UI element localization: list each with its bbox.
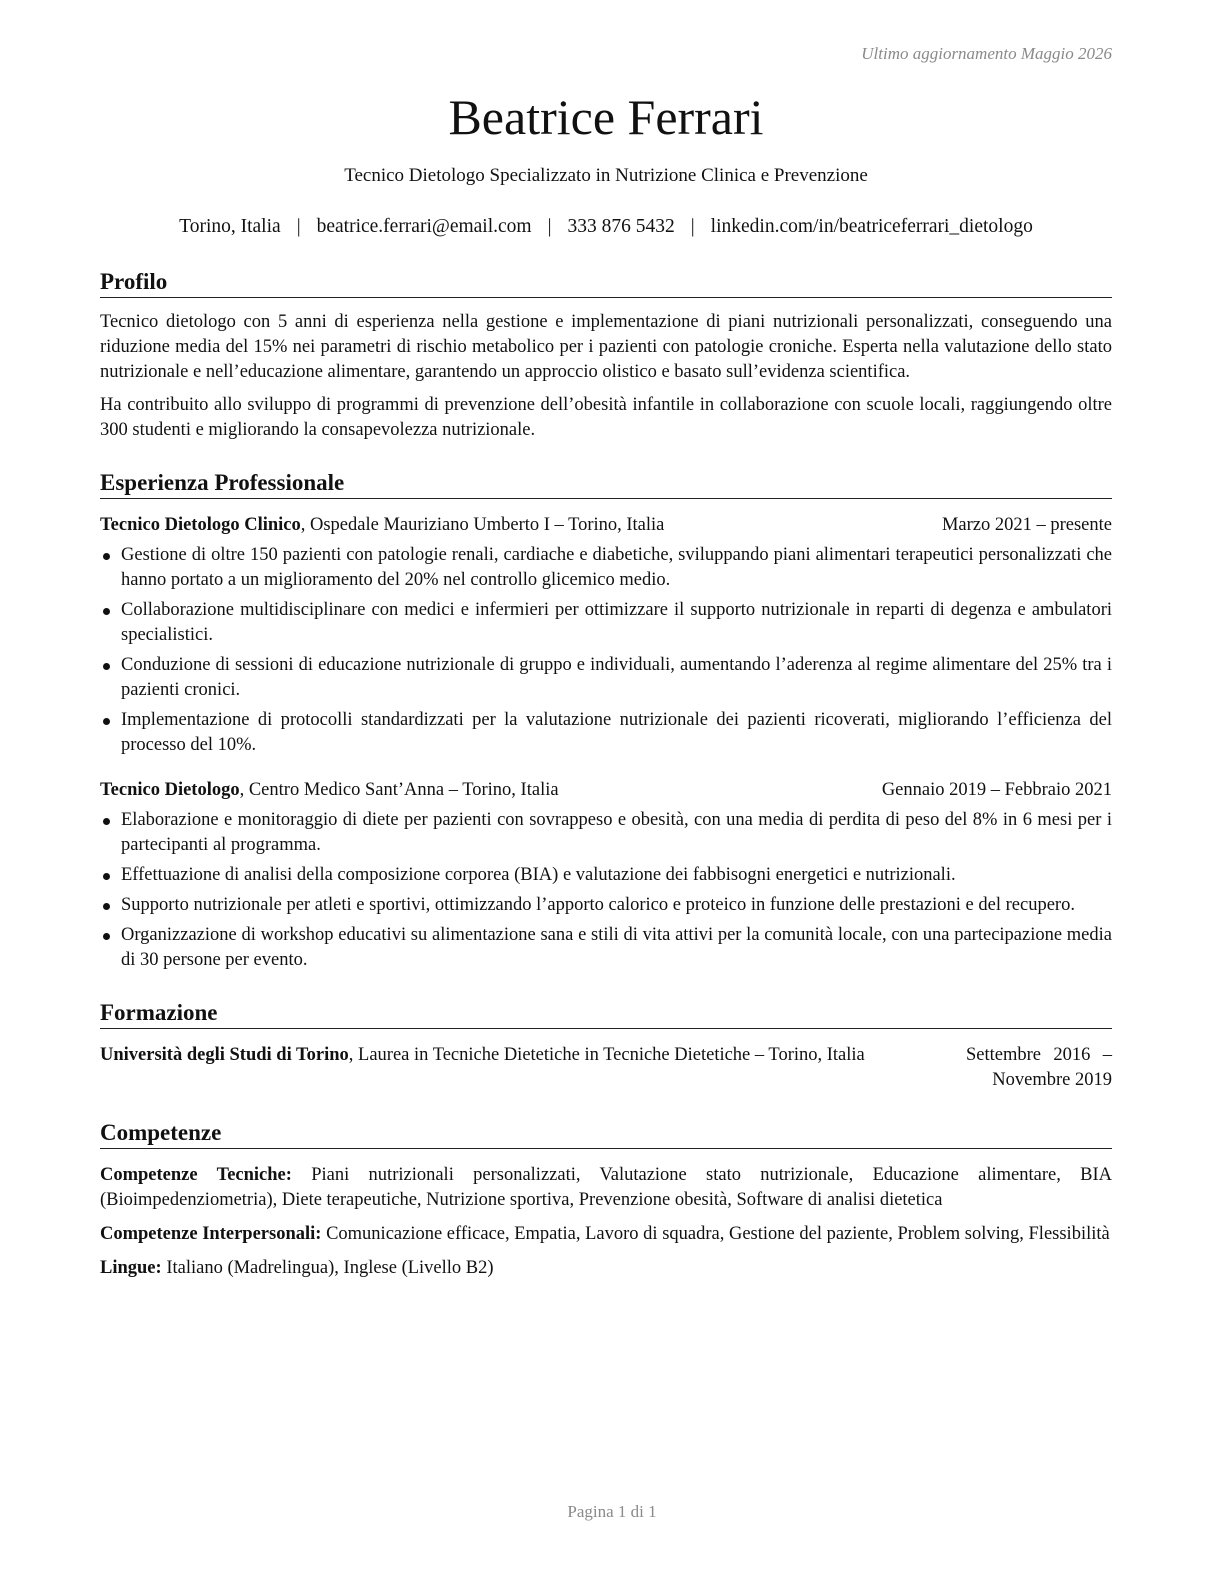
list-item — [100, 863, 1112, 888]
bullet-text: Elaborazione e monitoraggio di diete per pazienti con sovrappeso e obesità, con una media di perdita di peso del 8% in 6 mesi per i partecipanti al programma. — [121, 810, 1112, 855]
resume-page — [100, 84, 1112, 1281]
skill-value: Italiano (Madrelingua), Inglese (Livello B2) — [161, 1258, 494, 1278]
page-number: Pagina 1 di 1 — [567, 1502, 657, 1521]
candidate-name: Beatrice Ferrari — [448, 89, 764, 145]
skill-label: Lingue: — [100, 1258, 162, 1278]
bullet-text: Supporto nutrizionale per atleti e sportivi, ottimizzando l’apporto calorico e proteico in funzione delle prestazioni e del recupero. — [121, 895, 1075, 915]
job-header — [100, 513, 1112, 537]
bullet-text: Conduzione di sessioni di educazione nutrizionale di gruppo e individuali, aumentando l’aderenza al regime alimentare del 25% tra i pazienti cronici. — [121, 655, 1112, 700]
skill-line-languages — [100, 1256, 1112, 1281]
bullet-icon — [103, 608, 110, 615]
job-employer: , Ospedale Mauriziano Umberto I – Torino, Italia — [300, 515, 665, 535]
list-item — [100, 923, 1112, 973]
contact-linkedin[interactable]: linkedin.com/in/beatriceferrari_dietologo — [710, 216, 1033, 237]
job-dates: Marzo 2021 – presente — [941, 515, 1112, 535]
job-role: Tecnico Dietologo — [100, 780, 240, 800]
bullet-icon — [103, 818, 110, 825]
contact-line — [100, 215, 1112, 239]
bullet-icon — [103, 553, 110, 560]
job-subtitle: Tecnico Dietologo Specializzato in Nutrizione Clinica e Prevenzione — [344, 165, 868, 186]
bullet-icon — [103, 933, 110, 940]
bullet-text: Collaborazione multidisciplinare con medici e infermieri per ottimizzare il supporto nutrizionale in reparti di degenza e ambulatori specialistici. — [121, 600, 1112, 645]
list-item — [100, 653, 1112, 703]
section-title-profile: Profilo — [100, 268, 1112, 298]
list-item — [100, 893, 1112, 918]
job-entry — [100, 513, 1112, 758]
job-role: Tecnico Dietologo Clinico — [100, 515, 301, 535]
list-item — [100, 708, 1112, 758]
education-entry — [100, 1043, 1112, 1093]
profile-paragraph: Tecnico dietologo con 5 anni di esperienza nella gestione e implementazione di piani nutrizionali personalizzati, conseguendo una riduzione media del 15% nei parametri di rischio metabolico per i pazienti con patologie croniche. Esperta nella valutazione dello stato nutrizionale e nell’educazione alimentare, garantendo un approccio olistico e basato sull’evidenza scientifica. — [100, 312, 1112, 382]
education-detail: , Laurea in Tecniche Dietetiche in Tecniche Dietetiche – Torino, Italia — [348, 1045, 865, 1065]
skill-value: Piani nutrizionali personalizzati, Valutazione stato nutrizionale, Educazione alimentare, BIA (Bioimpedenziometria), Diete terapeutiche, Nutrizione sportiva, Prevenzione obesità, Software di analisi dietetica — [100, 1165, 1112, 1210]
bullet-text: Organizzazione di workshop educativi su alimentazione sana e stili di vita attivi per la comunità locale, con una partecipazione media di 30 persone per evento. — [121, 925, 1112, 970]
job-title-line — [100, 778, 872, 802]
job-entry — [100, 778, 1112, 973]
contact-location: Torino, Italia — [179, 216, 281, 237]
education-school: Università degli Studi di Torino — [100, 1045, 349, 1065]
job-dates: Gennaio 2019 – Febbraio 2021 — [881, 780, 1112, 800]
education-dates: Settembre 2016 – Novembre 2019 — [966, 1045, 1112, 1090]
bullet-text: Effettuazione di analisi della composizione corporea (BIA) e valutazione dei fabbisogni energetici e nutrizionali. — [121, 865, 956, 885]
list-item — [100, 598, 1112, 648]
skill-value: Comunicazione efficace, Empatia, Lavoro di squadra, Gestione del paziente, Problem solving, Flessibilità — [321, 1224, 1110, 1244]
section-title-education: Formazione — [100, 999, 1112, 1029]
section-title-experience: Esperienza Professionale — [100, 469, 1112, 499]
section-title-skills: Competenze — [100, 1119, 1112, 1149]
job-bullets — [100, 543, 1112, 758]
bullet-text: Gestione di oltre 150 pazienti con patologie renali, cardiache e diabetiche, sviluppando piani alimentari terapeutici personalizzati che hanno portato a un miglioramento del 20% nel controllo glicemico medio. — [121, 545, 1112, 590]
contact-phone: 333 876 5432 — [567, 216, 675, 237]
contact-separator: | — [547, 216, 552, 237]
job-employer: , Centro Medico Sant’Anna – Torino, Italia — [239, 780, 559, 800]
job-title-line — [100, 513, 942, 537]
list-item — [100, 543, 1112, 593]
skill-label: Competenze Interpersonali: — [100, 1224, 322, 1244]
contact-separator: | — [296, 216, 301, 237]
list-item — [100, 808, 1112, 858]
education-title-line — [100, 1043, 966, 1093]
contact-separator: | — [690, 216, 695, 237]
bullet-icon — [103, 718, 110, 725]
skill-label: Competenze Tecniche: — [100, 1165, 292, 1185]
skill-line-technical — [100, 1163, 1112, 1213]
bullet-icon — [103, 663, 110, 670]
bullet-icon — [103, 903, 110, 910]
job-header — [100, 778, 1112, 802]
skill-line-interpersonal — [100, 1222, 1112, 1247]
bullet-icon — [103, 873, 110, 880]
job-bullets — [100, 808, 1112, 973]
profile-paragraph: Ha contribuito allo sviluppo di programmi di prevenzione dell’obesità infantile in collaborazione con scuole locali, raggiungendo oltre 300 studenti e migliorando la consapevolezza nutrizionale. — [100, 395, 1112, 440]
last-updated-note: Ultimo aggiornamento Maggio 2026 — [861, 44, 1112, 63]
bullet-text: Implementazione di protocolli standardizzati per la valutazione nutrizionale dei pazienti ricoverati, migliorando l’efficienza del processo del 10%. — [121, 710, 1112, 755]
contact-email[interactable]: beatrice.ferrari@email.com — [316, 216, 532, 237]
